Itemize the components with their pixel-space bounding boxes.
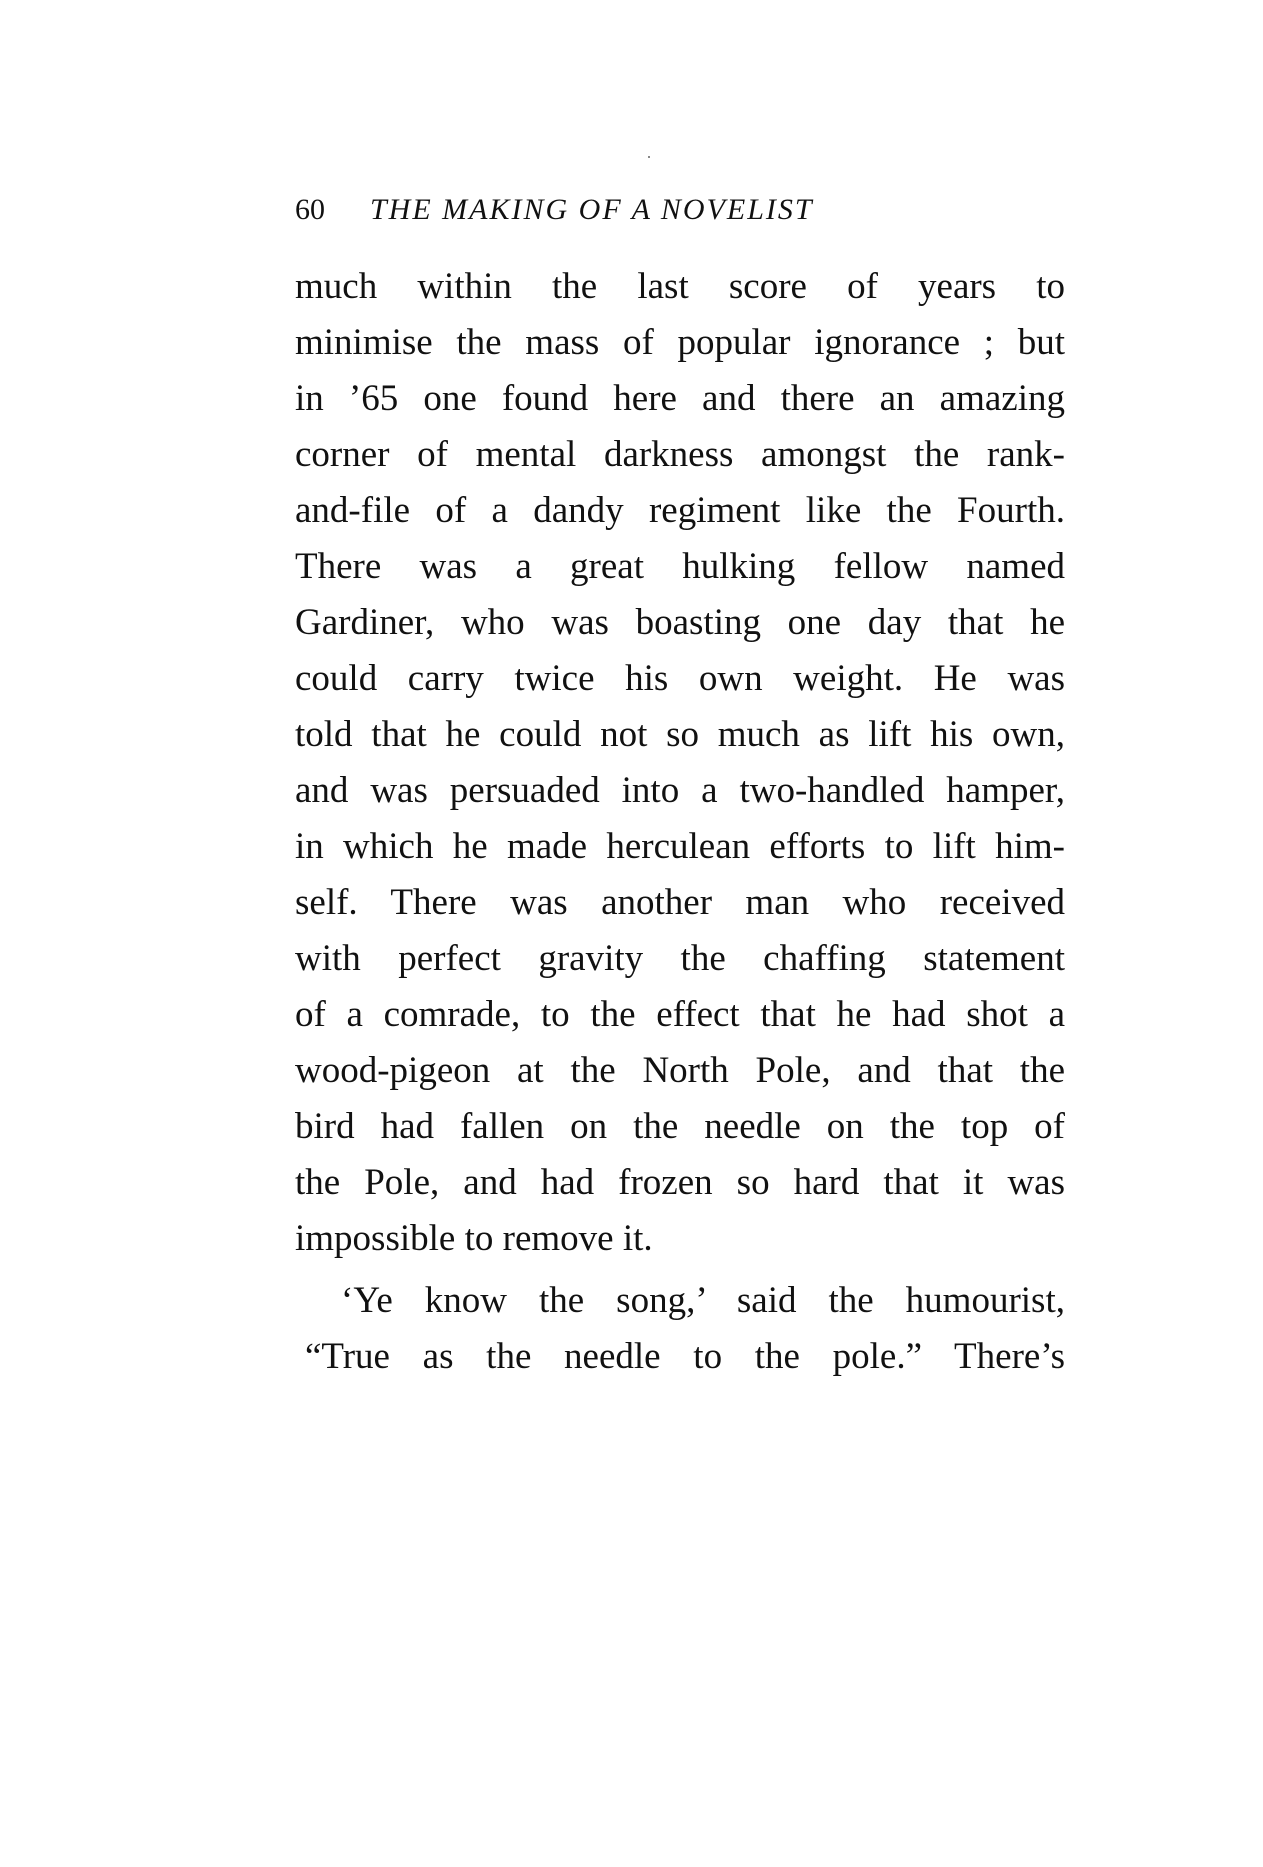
text-line: ‘Ye know the song,’ said the humourist,	[341, 1280, 1065, 1321]
text-line: the Pole, and had frozen so hard that it was	[295, 1162, 1065, 1203]
text-line: with perfect gravity the chaffing statement	[295, 938, 1065, 979]
text-line: and was persuaded into a two-handled hamper,	[295, 770, 1065, 811]
text-line: impossible to remove it.	[295, 1218, 653, 1259]
text-line: minimise the mass of popular ignorance ; but	[295, 322, 1065, 363]
text-line: wood-pigeon at the North Pole, and that the	[295, 1050, 1065, 1091]
text-line: bird had fallen on the needle on the top of	[295, 1106, 1065, 1147]
text-line: Gardiner, who was boasting one day that he	[295, 602, 1065, 643]
text-line: could carry twice his own weight. He was	[295, 658, 1065, 699]
running-head	[295, 190, 1065, 230]
text-line: of a comrade, to the effect that he had shot a	[295, 994, 1065, 1035]
ink-speck	[648, 156, 650, 158]
text-line: There was a great hulking fellow named	[295, 546, 1065, 587]
text-line: in which he made herculean efforts to lift him-	[295, 826, 1065, 867]
page-number: 60	[295, 193, 325, 226]
text-line: much within the last score of years to	[295, 266, 1065, 307]
text-line: corner of mental darkness amongst the rank-	[295, 434, 1065, 475]
text-line: in ’65 one found here and there an amazing	[295, 378, 1065, 419]
text-line: self. There was another man who received	[295, 882, 1065, 923]
text-line: “True as the needle to the pole.” There’s	[305, 1336, 1065, 1377]
text-line: and-file of a dandy regiment like the Fourth.	[295, 490, 1065, 531]
text-line: told that he could not so much as lift his own,	[295, 714, 1065, 755]
running-title: THE MAKING OF A NOVELIST	[370, 193, 814, 226]
